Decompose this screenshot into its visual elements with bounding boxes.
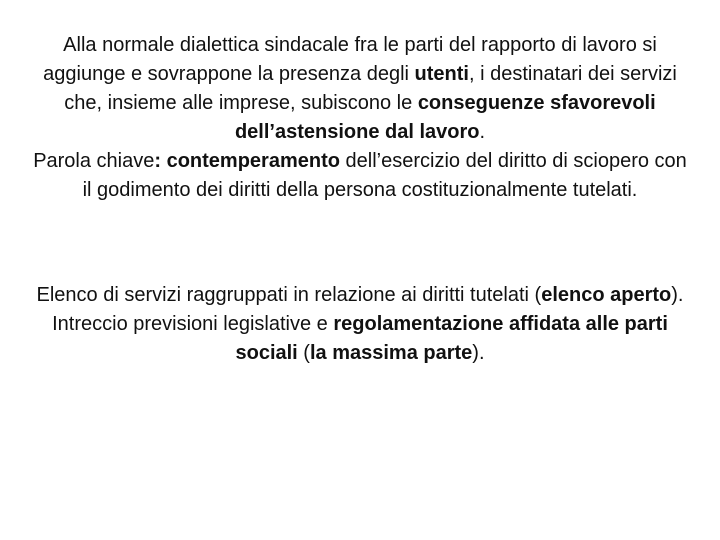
text-run: Intreccio previsioni legislative e [52, 313, 334, 335]
bold-run: conseguenze sfavorevoli dell’astensione dal lavoro [234, 92, 656, 143]
text-run: ). [472, 342, 485, 364]
paragraph-regulation [30, 310, 690, 368]
bold-run: elenco aperto [541, 284, 672, 306]
text-run: Parola chiave [33, 150, 155, 172]
paragraph-users [30, 31, 690, 147]
bold-run: la massima parte [309, 342, 473, 364]
bold-run: regolamentazione affidata alle parti sociali [235, 313, 668, 364]
text-run: ( [297, 342, 310, 364]
text-run: Elenco di servizi raggruppati in relazione ai diritti tutelati ( [36, 284, 542, 306]
text-run: Alla normale dialettica sindacale fra le parti del rapporto di lavoro si aggiunge e sovrappone la presenza degli [43, 34, 657, 85]
paragraph-services-list [30, 281, 690, 310]
text-block-top [30, 31, 690, 205]
text-run: . [479, 121, 486, 143]
text-run: ). [671, 284, 684, 306]
text-block-bottom [30, 281, 690, 368]
text-run: dell’esercizio del diritto di sciopero con il godimento dei diritti della persona costituzionalmente tutelati. [82, 150, 687, 201]
bold-run: utenti [414, 63, 469, 85]
text-run: , i destinatari dei servizi che, insieme alle imprese, subiscono le [64, 63, 677, 114]
bold-run: : contemperamento [154, 150, 340, 172]
paragraph-keyword [30, 147, 690, 205]
